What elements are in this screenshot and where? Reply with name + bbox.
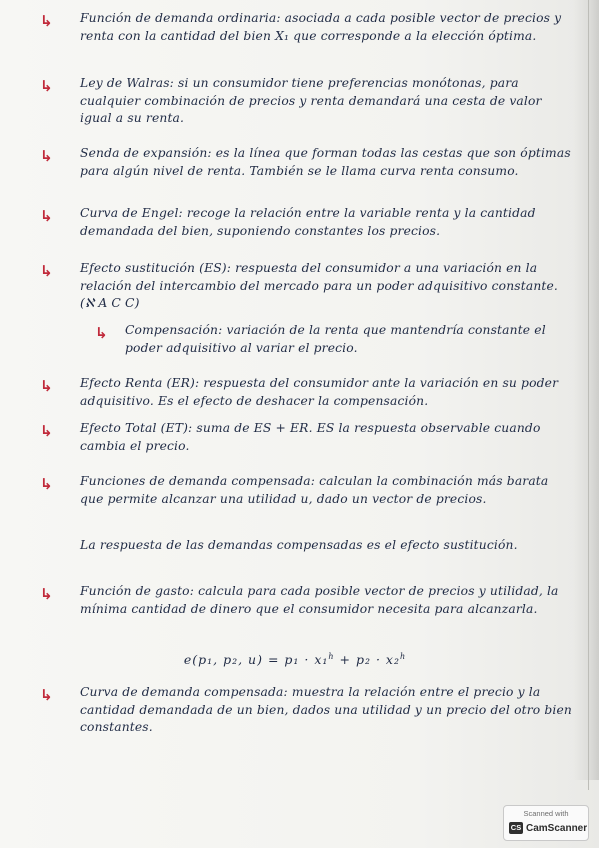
arrow-bullet-icon: ↳ [40, 377, 51, 395]
arrow-bullet-icon: ↳ [40, 262, 51, 280]
entry-efecto-renta [0, 375, 590, 410]
entry-text: Ley de Walras: si un consumidor tiene preferencias monótonas, para cualquier combinación de precios y renta demandará una cesta de valor igual a su renta. [80, 76, 542, 125]
entry-text: Efecto Total (ET): suma de ES + ER. ES la respuesta observable cuando cambia el precio. [80, 421, 541, 453]
entry-text: Efecto sustitución (ES): respuesta del consumidor a una variación en la relación del intercambio del mercado para un poder adquisitivo constante. (ℵ A C C) [80, 261, 558, 310]
entry-demanda-compensada [0, 473, 590, 508]
arrow-bullet-icon: ↳ [40, 475, 51, 493]
formula-sup-1: h [328, 652, 335, 661]
entry-compensacion [0, 322, 590, 357]
entry-text: Compensación: variación de la renta que mantendría constante el poder adquisitivo al variar el precio. [125, 323, 546, 355]
entry-funcion-gasto [0, 583, 590, 618]
arrow-bullet-icon: ↳ [40, 77, 51, 95]
badge-caption: Scanned with [523, 809, 569, 818]
formula-sup-2: h [399, 652, 407, 661]
badge-row [509, 821, 587, 835]
entry-ley-walras [0, 75, 590, 128]
entry-text: Senda de expansión: es la línea que forman todas las cestas que son óptimas para algún nivel de renta. También se le llama curva renta consumo. [80, 146, 571, 178]
entry-text: Curva de Engel: recoge la relación entre la variable renta y la cantidad demandada del bien, suponiendo constantes los precios. [80, 206, 536, 238]
camscanner-badge [503, 805, 589, 841]
entry-demanda-ordinaria [0, 10, 590, 45]
entry-text: Curva de demanda compensada: muestra la relación entre el precio y la cantidad demandada de un bien, dados una utilidad y un precio del otro bien constantes. [80, 685, 572, 734]
arrow-bullet-icon: ↳ [40, 12, 51, 30]
camscanner-logo-icon: CS [510, 823, 522, 832]
arrow-bullet-icon: ↳ [40, 207, 51, 225]
entry-senda-expansion [0, 145, 590, 180]
arrow-bullet-icon: ↳ [40, 686, 51, 704]
entry-efecto-sustitucion [0, 260, 590, 313]
expenditure-formula [0, 652, 590, 667]
arrow-bullet-icon: ↳ [40, 585, 51, 603]
formula-lhs: e(p₁, p₂, u) = p₁ · x₁ [183, 652, 329, 668]
entry-text: Funciones de demanda compensada: calculan la combinación más barata que permite alcanzar una utilidad u, dado un vector de precios. [80, 474, 549, 506]
entry-text: Función de gasto: calcula para cada posible vector de precios y utilidad, la mínima cantidad de dinero que el consumidor necesita para alcanzarla. [80, 584, 559, 616]
entry-curva-demanda-compensada [0, 684, 590, 737]
entry-curva-engel [0, 205, 590, 240]
entry-text: Efecto Renta (ER): respuesta del consumidor ante la variación en su poder adquisitivo. Es el efecto de deshacer la compensación. [80, 376, 559, 408]
arrow-bullet-icon: ↳ [40, 147, 51, 165]
entry-text: Función de demanda ordinaria: asociada a cada posible vector de precios y renta con la cantidad del bien X₁ que corresponde a la elección óptima. [80, 11, 562, 43]
entry-text: La respuesta de las demandas compensadas es el efecto sustitución. [80, 538, 518, 552]
entry-respuesta-compensadas [0, 537, 590, 555]
badge-brand: CamScanner [526, 822, 588, 834]
arrow-bullet-icon: ↳ [95, 324, 106, 342]
arrow-bullet-icon: ↳ [40, 422, 51, 440]
formula-mid: + p₂ · x₂ [334, 652, 400, 668]
entry-efecto-total [0, 420, 590, 455]
